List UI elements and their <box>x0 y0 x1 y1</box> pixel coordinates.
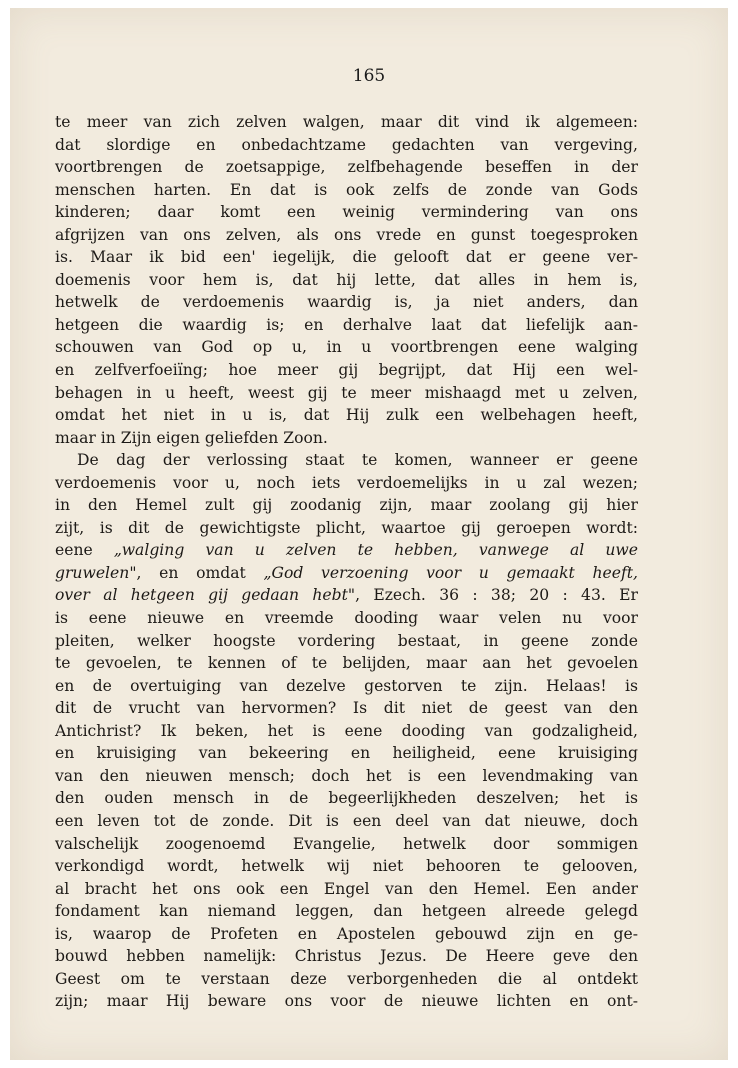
text-segment: , Ezech. 36 : 38; 20 : 43. Er <box>355 586 638 605</box>
italic-quote: over al hetgeen gij gedaan hebt" <box>55 586 356 605</box>
text-line: van den nieuwen mensch; doch het is een levendmaking van <box>55 766 638 785</box>
book-page <box>10 8 728 1060</box>
text-segment: eene <box>55 541 114 560</box>
text-line: menschen harten. En dat is ook zelfs de zonde van Gods <box>55 180 638 199</box>
text-line: hetgeen die waardig is; en derhalve laat dat liefelijk aan- <box>55 315 638 334</box>
italic-quote: gruwelen" <box>55 563 137 582</box>
body-text <box>55 111 638 1013</box>
text-line: hetwelk de verdoemenis waardig is, ja niet anders, dan <box>55 293 638 312</box>
text-line: dit de vrucht van hervormen? Is dit niet de geest van den <box>55 699 638 718</box>
text-line: Geest om te verstaan deze verborgenheden die al ontdekt <box>55 969 638 988</box>
text-line: dat slordige en onbedachtzame gedachten van vergeving, <box>55 135 638 154</box>
text-line: voortbrengen de zoetsappige, zelfbehagende beseffen in der <box>55 158 638 177</box>
text-line <box>55 562 638 585</box>
text-line: al bracht het ons ook een Engel van den Hemel. Een ander <box>55 879 638 898</box>
text-line: De dag der verlossing staat te komen, wanneer er geene <box>77 451 638 470</box>
text-line: den ouden mensch in de begeerlijkheden deszelven; het is <box>55 789 638 808</box>
text-line: te meer van zich zelven walgen, maar dit vind ik algemeen: <box>55 113 638 131</box>
text-line: is eene nieuwe en vreemde dooding waar velen nu voor <box>55 609 638 628</box>
text-line: maar in Zijn eigen geliefden Zoon. <box>55 428 328 447</box>
text-line: zijn; maar Hij beware ons voor de nieuwe lichten en ont- <box>55 992 638 1011</box>
italic-quote: „walging van u zelven te hebben, vanwege al uwe <box>113 541 639 560</box>
text-line: bouwd hebben namelijk: Christus Jezus. De Heere geve den <box>55 947 638 966</box>
text-line: omdat het niet in u is, dat Hij zulk een welbehagen heeft, <box>55 406 638 425</box>
text-line: en kruisiging van bekeering en heiligheid, eene kruisiging <box>55 744 638 763</box>
text-line <box>55 584 638 607</box>
text-line: zijt, is dit de gewichtigste plicht, waartoe gij geroepen wordt: <box>55 518 638 537</box>
text-line: pleiten, welker hoogste vordering bestaat, in geene zonde <box>55 631 638 650</box>
text-line: verkondigd wordt, hetwelk wij niet behooren te gelooven, <box>55 857 638 876</box>
text-line: een leven tot de zonde. Dit is een deel van dat nieuwe, doch <box>55 811 638 830</box>
text-line: is. Maar ik bid een' iegelijk, die gelooft dat er geene ver- <box>55 248 638 267</box>
italic-quote: „God verzoening voor u gemaakt heeft, <box>263 563 638 582</box>
text-line: en zelfverfoeiïng; hoe meer gij begrijpt, dat Hij een wel- <box>55 361 638 380</box>
text-line: kinderen; daar komt een weinig vermindering van ons <box>55 203 638 222</box>
text-line: fondament kan niemand leggen, dan hetgeen alreede gelegd <box>55 902 638 921</box>
text-line: doemenis voor hem is, dat hij lette, dat alles in hem is, <box>55 270 638 289</box>
text-line: is, waarop de Profeten en Apostelen gebouwd zijn en ge- <box>55 924 638 943</box>
text-line: schouwen van God op u, in u voortbrengen eene walging <box>55 338 638 357</box>
text-line: valschelijk zoogenoemd Evangelie, hetwelk door sommigen <box>55 834 638 853</box>
text-line: behagen in u heeft, weest gij te meer mishaagd met u zelven, <box>55 383 638 402</box>
text-line: verdoemenis voor u, noch iets verdoemelijks in u zal wezen; <box>55 473 638 492</box>
text-segment: , en omdat <box>136 563 264 582</box>
text-line: en de overtuiging van dezelve gestorven te zijn. Helaas! is <box>55 676 638 695</box>
text-line: in den Hemel zult gij zoodanig zijn, maar zoolang gij hier <box>55 496 638 515</box>
text-line: Antichrist? Ik beken, het is eene dooding van godzaligheid, <box>55 721 638 740</box>
page-number: 165 <box>352 66 386 86</box>
text-line: afgrijzen van ons zelven, als ons vrede en gunst toegesproken <box>55 225 638 244</box>
text-line: te gevoelen, te kennen of te belijden, maar aan het gevoelen <box>55 654 638 673</box>
text-line <box>55 539 638 562</box>
